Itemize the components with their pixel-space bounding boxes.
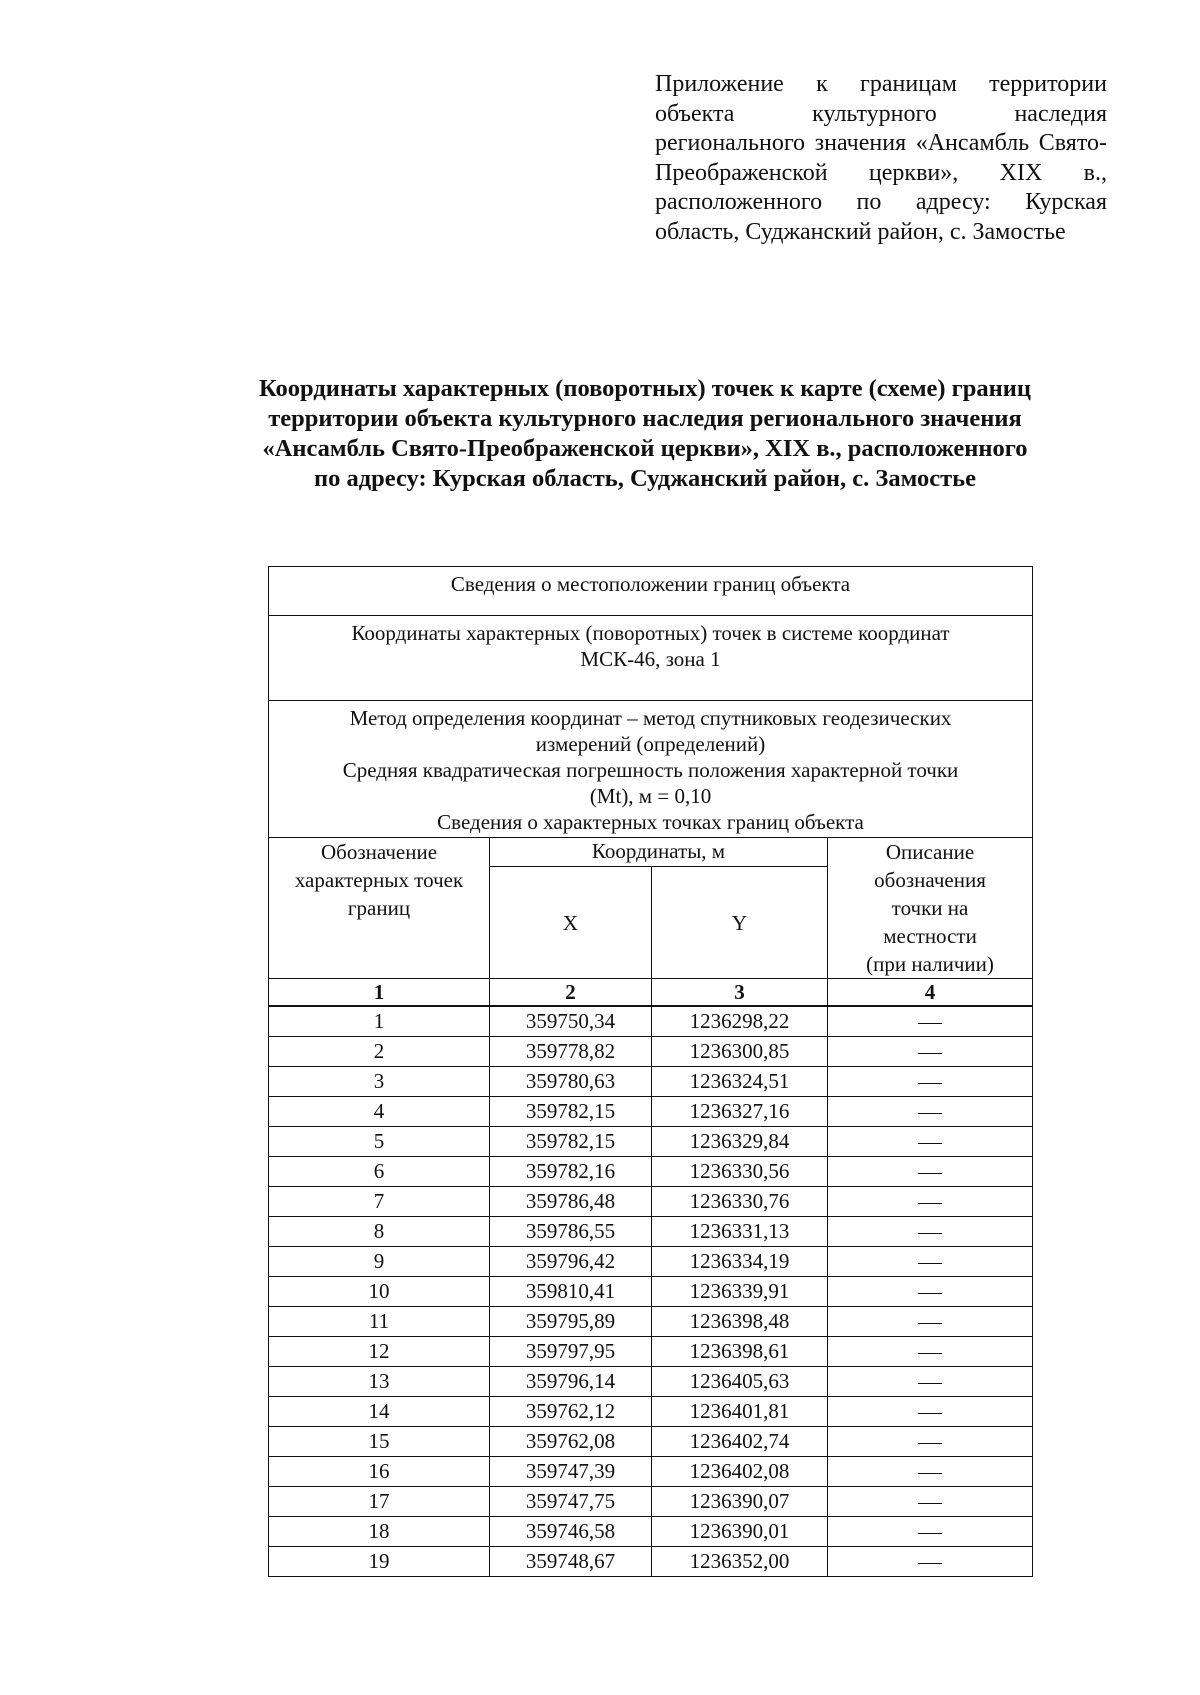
- y-coordinate-cell: 1236401,81: [652, 1397, 828, 1427]
- x-coordinate-cell: 359782,16: [490, 1157, 652, 1187]
- x-coordinate-cell: 359795,89: [490, 1307, 652, 1337]
- point-number-cell: 14: [269, 1397, 490, 1427]
- point-number-cell: 1: [269, 1006, 490, 1037]
- point-number-cell: 12: [269, 1337, 490, 1367]
- y-coordinate-cell: 1236339,91: [652, 1277, 828, 1307]
- x-coordinate-cell: 359810,41: [490, 1277, 652, 1307]
- table-row: [269, 1187, 1033, 1217]
- point-number-cell: 6: [269, 1157, 490, 1187]
- description-cell: [828, 1127, 1033, 1157]
- table-row: [269, 1337, 1033, 1367]
- y-coordinate-cell: 1236352,00: [652, 1547, 828, 1577]
- dash-mark: [918, 1143, 942, 1144]
- dash-mark: [918, 1473, 942, 1474]
- description-header-line: (при наличии): [866, 952, 994, 976]
- dash-mark: [918, 1533, 942, 1534]
- description-cell: [828, 1006, 1033, 1037]
- y-coordinate-cell: 1236324,51: [652, 1067, 828, 1097]
- x-coordinate-cell: 359778,82: [490, 1037, 652, 1067]
- coord-system-cell: [269, 616, 1033, 701]
- column-number: 1: [269, 979, 490, 1007]
- method-row: [269, 701, 1033, 838]
- dash-mark: [918, 1293, 942, 1294]
- y-coordinate-cell: 1236402,74: [652, 1427, 828, 1457]
- x-coordinate-cell: 359796,14: [490, 1367, 652, 1397]
- method-line: Средняя квадратическая погрешность положения характерной точки: [342, 758, 959, 782]
- table-row: [269, 1127, 1033, 1157]
- y-coordinate-cell: 1236327,16: [652, 1097, 828, 1127]
- dash-mark: [918, 1023, 942, 1024]
- table-row: [269, 1217, 1033, 1247]
- table-row: [269, 1427, 1033, 1457]
- x-coordinate-cell: 359762,08: [490, 1427, 652, 1457]
- table-row: [269, 1277, 1033, 1307]
- x-coordinate-cell: 359782,15: [490, 1127, 652, 1157]
- table-row: [269, 1067, 1033, 1097]
- table-row: [269, 1037, 1033, 1067]
- point-number-cell: 19: [269, 1547, 490, 1577]
- point-number-cell: 17: [269, 1487, 490, 1517]
- point-number-cell: 16: [269, 1457, 490, 1487]
- title-line: по адресу: Курская область, Суджанский район, с. Замостье: [314, 465, 976, 492]
- column-number: 3: [652, 979, 828, 1007]
- dash-mark: [918, 1083, 942, 1084]
- y-header: Y: [652, 867, 828, 979]
- method-line: Сведения о характерных точках границ объекта: [437, 810, 864, 834]
- dash-mark: [918, 1563, 942, 1564]
- dash-mark: [918, 1503, 942, 1504]
- description-cell: [828, 1157, 1033, 1187]
- coord-system-line: МСК-46, зона 1: [580, 647, 721, 671]
- y-coordinate-cell: 1236334,19: [652, 1247, 828, 1277]
- y-coordinate-cell: 1236329,84: [652, 1127, 828, 1157]
- description-cell: [828, 1547, 1033, 1577]
- x-coordinate-cell: 359786,48: [490, 1187, 652, 1217]
- section-header-row: [269, 567, 1033, 616]
- point-number-cell: 11: [269, 1307, 490, 1337]
- point-number-cell: 18: [269, 1517, 490, 1547]
- coord-system-line: Координаты характерных (поворотных) точек в системе координат: [351, 621, 950, 645]
- x-coordinate-cell: 359748,67: [490, 1547, 652, 1577]
- description-cell: [828, 1187, 1033, 1217]
- method-line: (Mt), м = 0,10: [589, 784, 712, 808]
- x-coordinate-cell: 359762,12: [490, 1397, 652, 1427]
- x-coordinate-cell: 359750,34: [490, 1006, 652, 1037]
- point-number-cell: 5: [269, 1127, 490, 1157]
- x-coordinate-cell: 359746,58: [490, 1517, 652, 1547]
- y-coordinate-cell: 1236300,85: [652, 1037, 828, 1067]
- description-cell: [828, 1307, 1033, 1337]
- method-line: Метод определения координат – метод спутниковых геодезических: [349, 706, 952, 730]
- x-coordinate-cell: 359747,39: [490, 1457, 652, 1487]
- description-cell: [828, 1457, 1033, 1487]
- description-cell: [828, 1067, 1033, 1097]
- table-row: [269, 1547, 1033, 1577]
- description-cell: [828, 1517, 1033, 1547]
- coords-header: Координаты, м: [490, 838, 828, 867]
- description-cell: [828, 1217, 1033, 1247]
- description-cell: [828, 1427, 1033, 1457]
- dash-mark: [918, 1383, 942, 1384]
- table-row: [269, 1097, 1033, 1127]
- title-line: территории объекта культурного наследия регионального значения: [268, 405, 1022, 432]
- x-header: X: [490, 867, 652, 979]
- table-row: [269, 1457, 1033, 1487]
- description-header-line: обозначения: [874, 868, 986, 892]
- y-coordinate-cell: 1236298,22: [652, 1006, 828, 1037]
- dash-mark: [918, 1443, 942, 1444]
- table-row: [269, 1006, 1033, 1037]
- table-row: [269, 1487, 1033, 1517]
- title-line: Координаты характерных (поворотных) точек к карте (схеме) границ: [258, 375, 1032, 402]
- y-coordinate-cell: 1236405,63: [652, 1367, 828, 1397]
- dash-mark: [918, 1413, 942, 1414]
- description-cell: [828, 1037, 1033, 1067]
- point-number-cell: 9: [269, 1247, 490, 1277]
- table-row: [269, 1367, 1033, 1397]
- coordinates-table: [268, 566, 1033, 1577]
- dash-mark: [918, 1233, 942, 1234]
- point-number-cell: 13: [269, 1367, 490, 1397]
- y-coordinate-cell: 1236390,01: [652, 1517, 828, 1547]
- x-coordinate-cell: 359786,55: [490, 1217, 652, 1247]
- point-number-cell: 3: [269, 1067, 490, 1097]
- y-coordinate-cell: 1236402,08: [652, 1457, 828, 1487]
- dash-mark: [918, 1203, 942, 1204]
- x-coordinate-cell: 359782,15: [490, 1097, 652, 1127]
- designation-header-line: характерных точек: [294, 868, 464, 892]
- description-cell: [828, 1277, 1033, 1307]
- x-coordinate-cell: 359796,42: [490, 1247, 652, 1277]
- y-coordinate-cell: 1236330,76: [652, 1187, 828, 1217]
- dash-mark: [918, 1353, 942, 1354]
- column-number: 4: [828, 979, 1033, 1007]
- description-cell: [828, 1397, 1033, 1427]
- y-coordinate-cell: 1236398,61: [652, 1337, 828, 1367]
- table-row: [269, 1247, 1033, 1277]
- description-cell: [828, 1367, 1033, 1397]
- column-number: 2: [490, 979, 652, 1007]
- section-header: Сведения о местоположении границ объекта: [269, 567, 1033, 616]
- dash-mark: [918, 1113, 942, 1114]
- point-number-cell: 2: [269, 1037, 490, 1067]
- description-header-line: точки на: [891, 896, 969, 920]
- y-coordinate-cell: 1236330,56: [652, 1157, 828, 1187]
- y-coordinate-cell: 1236398,48: [652, 1307, 828, 1337]
- description-header: [828, 838, 1033, 979]
- table-row: [269, 1157, 1033, 1187]
- designation-header: [269, 838, 490, 979]
- description-cell: [828, 1337, 1033, 1367]
- designation-header-line: границ: [347, 896, 411, 920]
- y-coordinate-cell: 1236331,13: [652, 1217, 828, 1247]
- y-coordinate-cell: 1236390,07: [652, 1487, 828, 1517]
- method-cell: [269, 701, 1033, 838]
- table-row: [269, 1397, 1033, 1427]
- description-cell: [828, 1487, 1033, 1517]
- dash-mark: [918, 1173, 942, 1174]
- column-number-row: [269, 979, 1033, 1007]
- point-number-cell: 4: [269, 1097, 490, 1127]
- table-row: [269, 1517, 1033, 1547]
- designation-header-line: Обозначение: [320, 840, 438, 864]
- dash-mark: [918, 1263, 942, 1264]
- header-row-1: [269, 838, 1033, 867]
- x-coordinate-cell: 359797,95: [490, 1337, 652, 1367]
- point-number-cell: 10: [269, 1277, 490, 1307]
- x-coordinate-cell: 359780,63: [490, 1067, 652, 1097]
- table-row: [269, 1307, 1033, 1337]
- point-number-cell: 8: [269, 1217, 490, 1247]
- point-number-cell: 7: [269, 1187, 490, 1217]
- dash-mark: [918, 1053, 942, 1054]
- point-number-cell: 15: [269, 1427, 490, 1457]
- document-title: [180, 374, 1110, 494]
- coord-system-row: [269, 616, 1033, 701]
- description-header-line: Описание: [885, 840, 975, 864]
- method-line: измерений (определений): [535, 732, 766, 756]
- title-line: «Ансамбль Свято-Преображенской церкви», XIX в., расположенного: [262, 435, 1028, 462]
- x-coordinate-cell: 359747,75: [490, 1487, 652, 1517]
- dash-mark: [918, 1323, 942, 1324]
- description-header-line: местности: [883, 924, 977, 948]
- description-cell: [828, 1247, 1033, 1277]
- appendix-note: Приложение к границам территории объекта культурного наследия регионального значения «Ансамбль Свято-Преображенской церкви», XIX в., расположенного по адресу: Курская область, Суджанский район, с. Замостье: [655, 71, 1107, 245]
- description-cell: [828, 1097, 1033, 1127]
